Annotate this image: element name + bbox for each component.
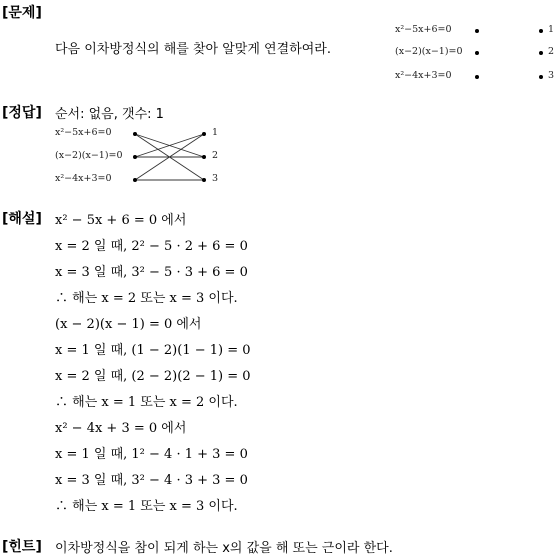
hint-text: 이차방정식을 참이 되게 하는 x의 값을 해 또는 근이라 한다. xyxy=(55,541,393,556)
explanation-line-2: x = 2 일 때, 2² − 5 · 2 + 6 = 0 xyxy=(55,239,248,254)
explanation-line-3: x = 3 일 때, 3² − 5 · 3 + 6 = 0 xyxy=(55,265,248,280)
problem-left-item-3: x²−4x+3=0 xyxy=(395,70,452,81)
explanation-line-7: x = 2 일 때, (2 − 2)(2 − 1) = 0 xyxy=(55,369,251,384)
answer-right-item-1: 1 xyxy=(212,127,219,138)
explanation-line-4: ∴ 해는 x = 2 또는 x = 3 이다. xyxy=(55,291,238,306)
explanation-line-5: (x − 2)(x − 1) = 0 에서 xyxy=(55,317,202,332)
problem-right-item-2: 2 xyxy=(548,46,555,57)
answer-right-dot-2 xyxy=(202,155,206,159)
problem-text: 다음 이차방정식의 해를 찾아 알맞게 연결하여라. xyxy=(55,42,331,57)
answer-text: 순서: 없음, 갯수: 1 xyxy=(55,107,164,122)
explanation-line-12: ∴ 해는 x = 1 또는 x = 3 이다. xyxy=(55,499,238,514)
problem-left-dot-2[interactable] xyxy=(475,51,479,55)
answer-label: [정답] xyxy=(2,105,42,121)
problem-right-dot-3[interactable] xyxy=(539,75,543,79)
explanation-line-8: ∴ 해는 x = 1 또는 x = 2 이다. xyxy=(55,395,238,410)
explanation-line-6: x = 1 일 때, (1 − 2)(1 − 1) = 0 xyxy=(55,343,251,358)
answer-right-dot-3 xyxy=(202,178,206,182)
answer-left-dot-1 xyxy=(133,132,137,136)
problem-label: [문제] xyxy=(2,5,42,21)
problem-right-dot-1[interactable] xyxy=(539,29,543,33)
problem-right-item-3: 3 xyxy=(548,70,555,81)
hint-label: [힌트] xyxy=(2,539,42,555)
problem-left-dot-3[interactable] xyxy=(475,75,479,79)
problem-left-item-2: (x−2)(x−1)=0 xyxy=(395,46,463,57)
problem-left-item-1: x²−5x+6=0 xyxy=(395,24,452,35)
answer-left-dot-2 xyxy=(133,155,137,159)
problem-right-item-1: 1 xyxy=(548,24,555,35)
answer-right-dot-1 xyxy=(202,132,206,136)
problem-left-dot-1[interactable] xyxy=(475,29,479,33)
answer-right-item-2: 2 xyxy=(212,150,219,161)
explanation-label: [해설] xyxy=(2,211,42,227)
explanation-line-11: x = 3 일 때, 3² − 4 · 3 + 3 = 0 xyxy=(55,473,248,488)
answer-left-item-3: x²−4x+3=0 xyxy=(55,173,112,184)
answer-left-dot-3 xyxy=(133,178,137,182)
answer-left-item-2: (x−2)(x−1)=0 xyxy=(55,150,123,161)
problem-right-dot-2[interactable] xyxy=(539,51,543,55)
explanation-line-10: x = 1 일 때, 1² − 4 · 1 + 3 = 0 xyxy=(55,447,248,462)
explanation-line-9: x² − 4x + 3 = 0 에서 xyxy=(55,421,187,436)
answer-left-item-1: x²−5x+6=0 xyxy=(55,127,112,138)
answer-right-item-3: 3 xyxy=(212,173,219,184)
explanation-line-1: x² − 5x + 6 = 0 에서 xyxy=(55,213,187,228)
